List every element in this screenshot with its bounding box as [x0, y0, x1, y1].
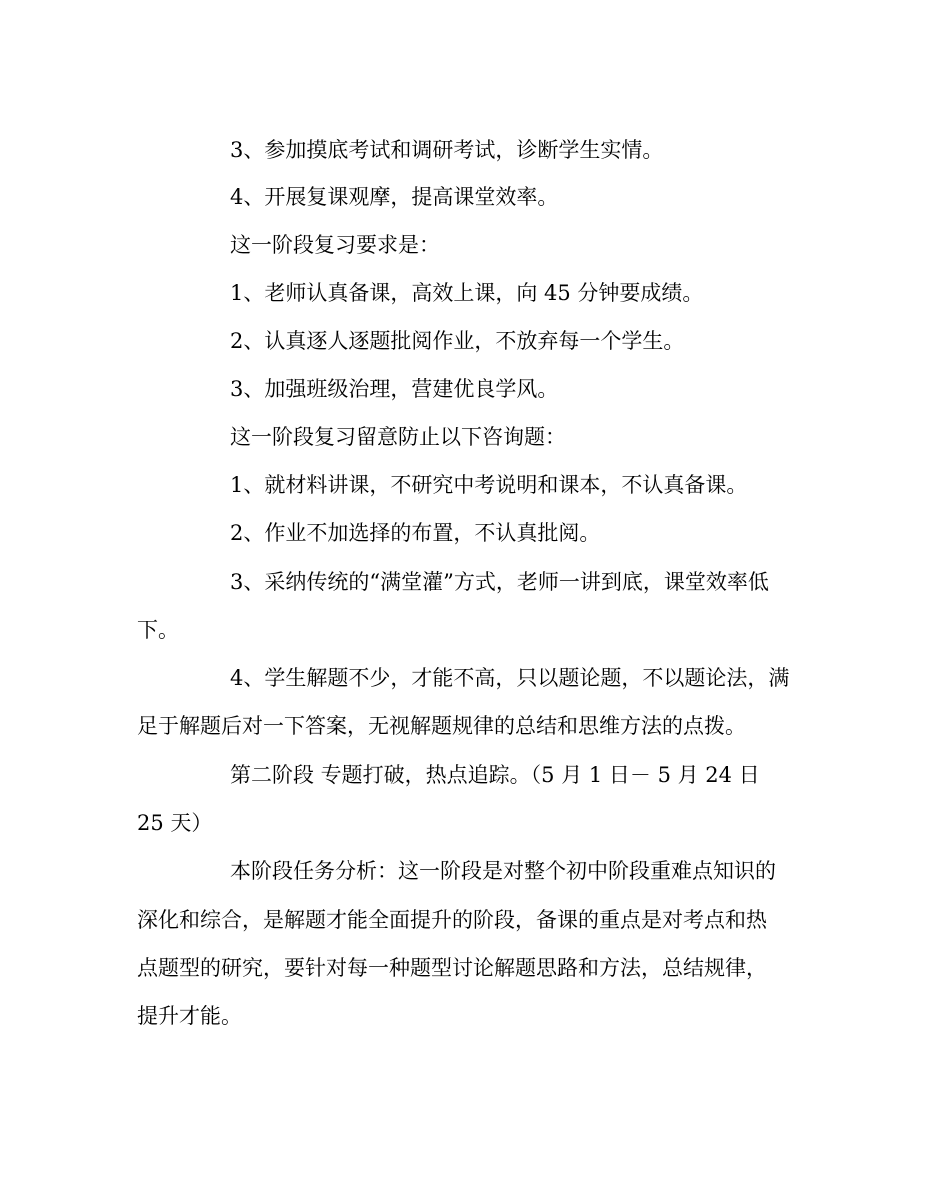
problems-heading: 这一阶段复习留意防止以下咨询题：	[230, 425, 566, 449]
requirement-1: 1、老师认真备课，高效上课，向 45 分钟要成绩。	[230, 281, 704, 305]
problem-1: 1、就材料讲课，不研究中考说明和课本，不认真备课。	[230, 473, 748, 497]
task-analysis-line1: 本阶段任务分析：这一阶段是对整个初中阶段重难点知识的	[230, 859, 776, 883]
task-analysis-line2: 深化和综合，是解题才能全面提升的阶段，备课的重点是对考点和热	[137, 908, 767, 932]
requirement-2: 2、认真逐人逐题批阅作业，不放弃每一个学生。	[230, 329, 685, 353]
problem-4-line1: 4、学生解题不少，才能不高，只以题论题，不以题论法，满	[230, 666, 790, 690]
problem-4-line2: 足于解题后对一下答案，无视解题规律的总结和思维方法的点拨。	[137, 714, 746, 738]
stage-2-heading-line1: 第二阶段 专题打破，热点追踪。（5 月 1 日－ 5 月 24 日	[230, 763, 760, 787]
task-analysis-line4: 提升才能。	[137, 1004, 242, 1028]
requirements-heading: 这一阶段复习要求是：	[230, 233, 440, 257]
item-4-observe: 4、开展复课观摩，提高课堂效率。	[230, 185, 559, 209]
requirement-3: 3、加强班级治理，营建优良学风。	[230, 377, 559, 401]
problem-3-line1: 3、采纳传统的“满堂灌”方式，老师一讲到底，课堂效率低	[230, 570, 769, 594]
stage-2-heading-line2: 25 天）	[137, 811, 213, 835]
item-3-exam: 3、参加摸底考试和调研考试，诊断学生实情。	[230, 138, 664, 162]
problem-3-line2: 下。	[137, 618, 179, 642]
task-analysis-line3: 点题型的研究，要针对每一种题型讨论解题思路和方法，总结规律，	[137, 956, 767, 980]
problem-2: 2、作业不加选择的布置，不认真批阅。	[230, 521, 601, 545]
